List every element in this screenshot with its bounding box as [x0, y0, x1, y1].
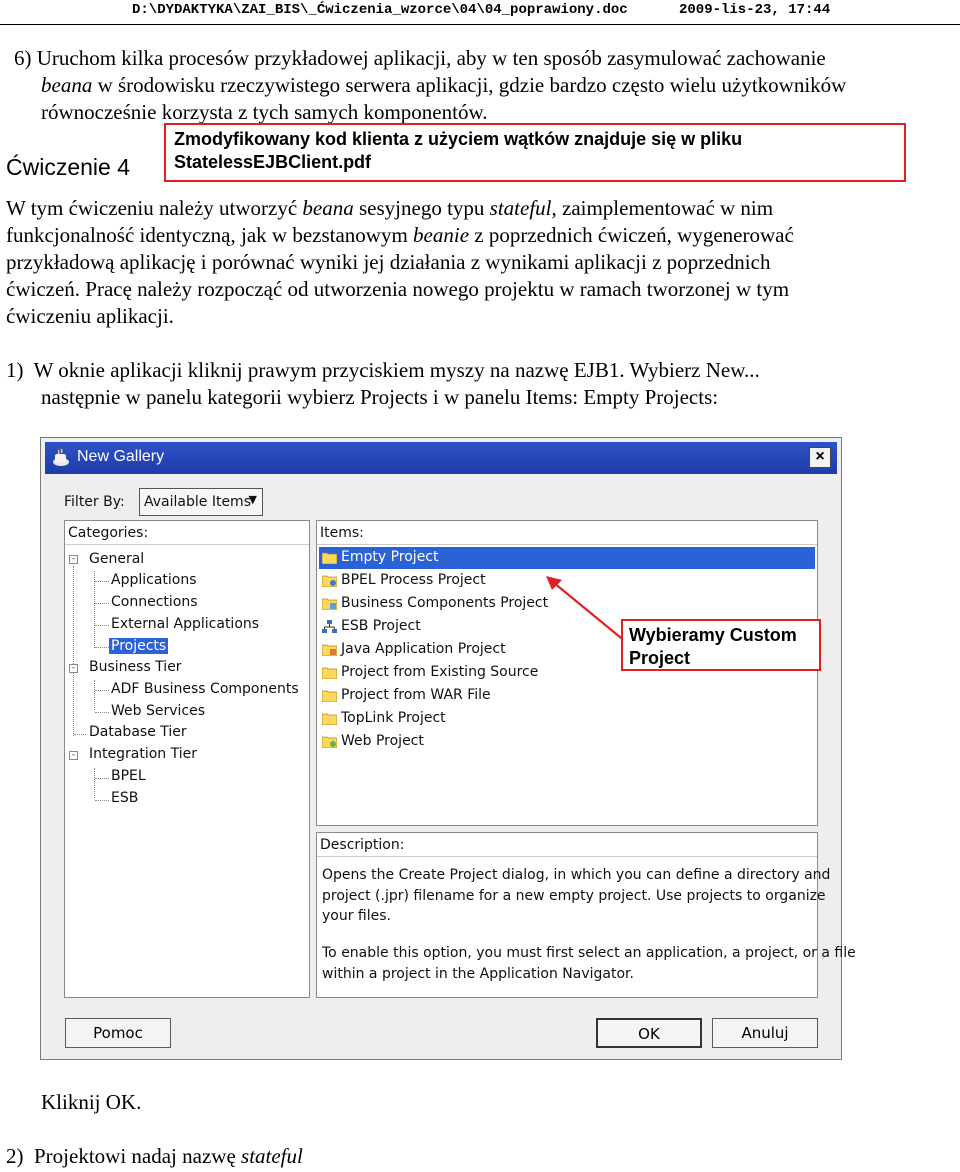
cancel-button[interactable]: Anuluj — [712, 1018, 818, 1048]
category-adf-business-components[interactable]: ADF Business Components — [111, 681, 299, 697]
folder-icon — [322, 712, 337, 725]
step6-line3: równocześnie korzysta z tych samych komponentów. — [41, 100, 488, 124]
category-general[interactable]: General — [89, 551, 145, 567]
category-web-services[interactable]: Web Services — [111, 703, 206, 719]
header-divider — [0, 24, 960, 25]
category-external-applications[interactable]: External Applications — [111, 616, 260, 632]
callout-custom-line2: Project — [629, 648, 691, 668]
annotation-arrow — [540, 570, 630, 650]
filter-label: Filter By: — [64, 494, 125, 510]
filter-select-value: Available Items — [144, 494, 251, 510]
exercise-line2: funkcjonalność identyczną, jak w bezstanowym beanie z poprzednich ćwiczeń, wygenerować — [6, 223, 794, 247]
categories-label: Categories: — [68, 525, 149, 541]
help-button[interactable]: Pomoc — [65, 1018, 171, 1048]
web-project-icon — [322, 735, 337, 748]
items-label: Items: — [320, 525, 364, 541]
description-panel — [316, 832, 856, 998]
step6-line2: beana w środowisku rzeczywistego serwera aplikacji, gdzie bardzo często wielu użytkowników — [41, 73, 847, 97]
item-java-application-project[interactable]: Java Application Project — [319, 639, 815, 661]
category-connections[interactable]: Connections — [111, 594, 198, 610]
collapse-icon[interactable]: - — [70, 554, 77, 564]
item-project-from-existing-source[interactable]: Project from Existing Source — [319, 662, 815, 684]
item-esb-project[interactable]: ESB Project — [319, 616, 815, 638]
exercise-heading: Ćwiczenie 4 — [6, 154, 130, 180]
step2-text: 2) Projektowi nadaj nazwę stateful — [6, 1144, 303, 1168]
exercise-line1: W tym ćwiczeniu należy utworzyć beana sesyjnego typu stateful, zaimplementować w nim — [6, 196, 774, 220]
category-projects[interactable]: Projects — [111, 638, 167, 654]
document-path: D:\DYDAKTYKA\ZAI_BIS\_Ćwiczenia_wzorce\04\04_poprawiony.doc — [132, 2, 628, 18]
close-icon[interactable]: × — [809, 447, 831, 468]
callout-custom-project — [621, 619, 821, 671]
category-business-tier[interactable]: Business Tier — [89, 659, 182, 675]
item-empty-project[interactable]: Empty Project — [319, 547, 815, 569]
category-bpel[interactable]: BPEL — [111, 768, 146, 784]
callout-custom-line1: Wybieramy Custom — [629, 625, 797, 645]
folder-icon — [322, 666, 337, 679]
items-panel[interactable] — [316, 520, 818, 826]
step6-line1: 6) Uruchom kilka procesów przykładowej aplikacji, aby w ten sposób zasymulować zachowanie — [14, 46, 826, 70]
category-applications[interactable]: Applications — [111, 572, 197, 588]
item-toplink-project[interactable]: TopLink Project — [319, 708, 815, 730]
filter-select[interactable] — [139, 488, 263, 516]
item-business-components-project[interactable]: Business Components Project — [319, 593, 815, 615]
ok-button[interactable]: OK — [596, 1018, 702, 1048]
folder-icon — [322, 551, 337, 564]
category-integration-tier[interactable]: Integration Tier — [89, 746, 197, 762]
java-project-icon — [322, 643, 337, 656]
chevron-down-icon: ▼ — [248, 493, 257, 506]
business-components-icon — [322, 597, 337, 610]
bpel-project-icon — [322, 574, 337, 587]
description-label: Description: — [320, 837, 405, 853]
callout-client-line2: StatelessEJBClient.pdf — [174, 152, 372, 172]
item-web-project[interactable]: Web Project — [319, 731, 815, 753]
step1-line2: następnie w panelu kategorii wybierz Projects i w panelu Items: Empty Projects: — [41, 385, 719, 409]
collapse-icon[interactable]: - — [70, 663, 77, 673]
click-ok-text: Kliknij OK. — [41, 1090, 142, 1114]
dialog-title: New Gallery — [77, 448, 165, 465]
new-gallery-dialog — [40, 437, 856, 1060]
document-header — [0, 0, 960, 22]
folder-icon — [322, 689, 337, 702]
collapse-icon[interactable]: - — [70, 750, 77, 760]
item-project-from-war-file[interactable]: Project from WAR File — [319, 685, 815, 707]
callout-client-line1: Zmodyfikowany kod klienta z użyciem wątków znajduje się w pliku — [174, 129, 743, 149]
category-esb[interactable]: ESB — [111, 790, 139, 806]
step1-line1: 1) W oknie aplikacji kliknij prawym przyciskiem myszy na nazwę EJB1. Wybierz New... — [6, 358, 760, 382]
category-database-tier[interactable]: Database Tier — [89, 724, 187, 740]
dialog-titlebar — [45, 442, 837, 474]
exercise-line3: przykładową aplikację i porównać wyniki jej działania z wynikami aplikacji z poprzednich — [6, 250, 771, 274]
exercise-line5: ćwiczeniu aplikacji. — [6, 304, 174, 328]
exercise-line4: ćwiczeń. Pracę należy rozpocząć od utworzenia nowego projektu w ramach tworzonej w tym — [6, 277, 790, 301]
description-text-1: Opens the Create Project dialog, in which you can define a directory and project (.jpr) filename for a new empty project. Use projects to organize your files. — [322, 867, 831, 924]
description-text-2: To enable this option, you must first select an application, a project, or a file within a project in the Application Navigator. — [322, 945, 856, 982]
item-bpel-process-project[interactable]: BPEL Process Project — [319, 570, 815, 592]
document-date: 2009-lis-23, 17:44 — [679, 2, 831, 18]
callout-client-code — [164, 123, 906, 182]
categories-panel[interactable] — [64, 520, 310, 998]
esb-network-icon — [322, 620, 337, 633]
coffee-cup-icon — [51, 448, 71, 468]
